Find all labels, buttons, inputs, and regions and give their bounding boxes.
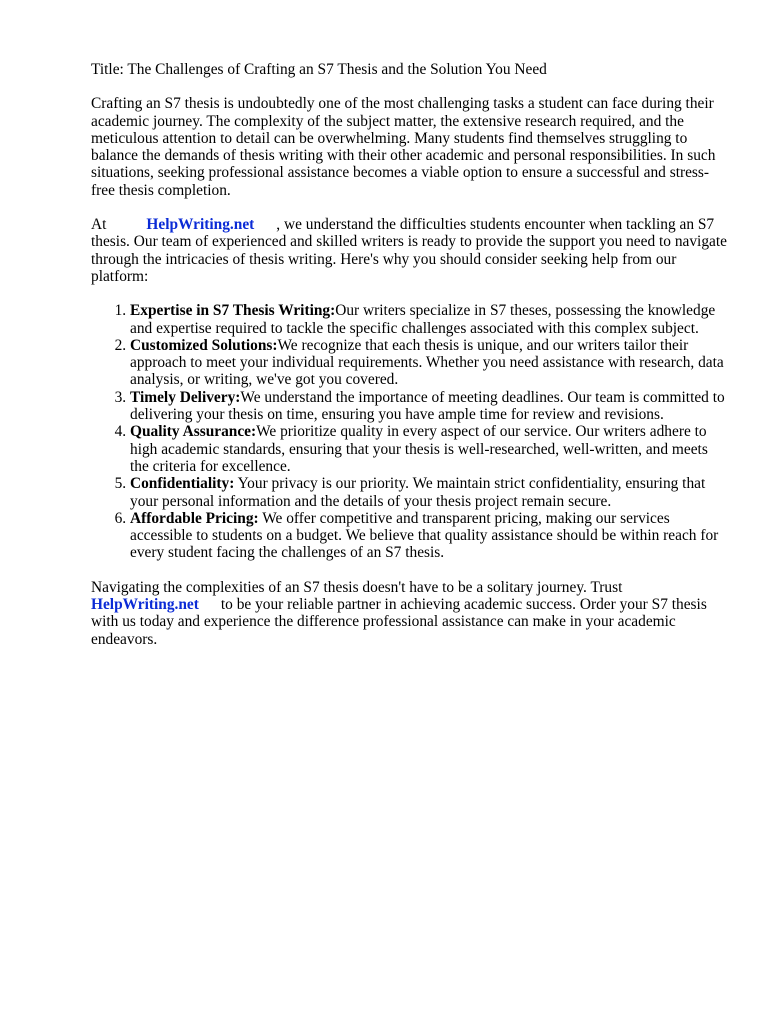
- list-item-text: We understand the importance of meeting deadlines. Our team is committed to delivering your thesis on time, ensuring you have ample time for review and revisions.: [130, 388, 725, 424]
- document-title: Title: The Challenges of Crafting an S7 Thesis and the Solution You Need: [91, 61, 547, 78]
- list-item-text: We recognize that each thesis is unique, and our writers tailor their approach to meet your individual requirements. Whether you need assistance with research, data analysis, or writing, we've got you covered.: [130, 336, 724, 389]
- list-item: [130, 510, 728, 562]
- list-item-term: Affordable Pricing:: [130, 509, 259, 527]
- closing-paragraph: [91, 579, 728, 648]
- list-item-term: Confidentiality:: [130, 475, 235, 493]
- service-paragraph-prefix: At: [91, 216, 107, 234]
- list-item-term: Timely Delivery:: [130, 388, 241, 406]
- list-item-text: Your privacy is our priority. We maintain strict confidentiality, ensuring that your personal information and the details of your thesis project remain secure.: [130, 475, 706, 510]
- list-item: [130, 475, 728, 510]
- service-paragraph-text: , we understand the difficulties students encounter when tackling an S7 thesis. Our team of experienced and skilled writers is ready to provide the support you need to navigate through the intricacies of thesis writing. Here's why you should consider seeking help from our platform:: [91, 216, 727, 285]
- list-item-term: Quality Assurance:: [130, 423, 257, 441]
- list-item-text: Our writers specialize in S7 theses, possessing the knowledge and expertise required to tackle the specific challenges associated with this complex subject.: [130, 302, 716, 337]
- closing-paragraph-text: to be your reliable partner in achieving academic success. Order your S7 thesis with us today and experience the difference professional assistance can make in your academic endeavors.: [91, 596, 707, 648]
- list-item-text: We offer competitive and transparent pricing, making our services accessible to students on a budget. We believe that quality assistance should be within reach for every student facing the challenges of an S7 thesis.: [130, 509, 719, 562]
- list-item-term: Customized Solutions:: [130, 336, 278, 354]
- benefits-list: [91, 302, 728, 561]
- closing-paragraph-prefix: Navigating the complexities of an S7 thesis doesn't have to be a solitary journey. Trust: [91, 578, 623, 596]
- service-paragraph: [91, 216, 728, 285]
- list-item: [130, 337, 728, 389]
- list-item: [130, 302, 728, 337]
- helpwriting-link-closing[interactable]: HelpWriting.net: [91, 596, 199, 614]
- list-item: [130, 389, 728, 424]
- list-item-term: Expertise in S7 Thesis Writing:: [130, 302, 336, 320]
- intro-paragraph: Crafting an S7 thesis is undoubtedly one of the most challenging tasks a student can face during their academic journey. The complexity of the subject matter, the extensive research required, and the meticulous attention to detail can be overwhelming. Many students find themselves struggling to balance the demands of thesis writing with their other academic and personal responsibilities. In such situations, seeking professional assistance becomes a viable option to ensure a successful and stress-free thesis completion.: [91, 95, 716, 199]
- list-item-text: We prioritize quality in every aspect of our service. Our writers adhere to high academic standards, ensuring that your thesis is well-researched, well-written, and meets the criteria for excellence.: [130, 423, 708, 475]
- list-item: [130, 423, 728, 475]
- helpwriting-link[interactable]: HelpWriting.net: [146, 216, 255, 234]
